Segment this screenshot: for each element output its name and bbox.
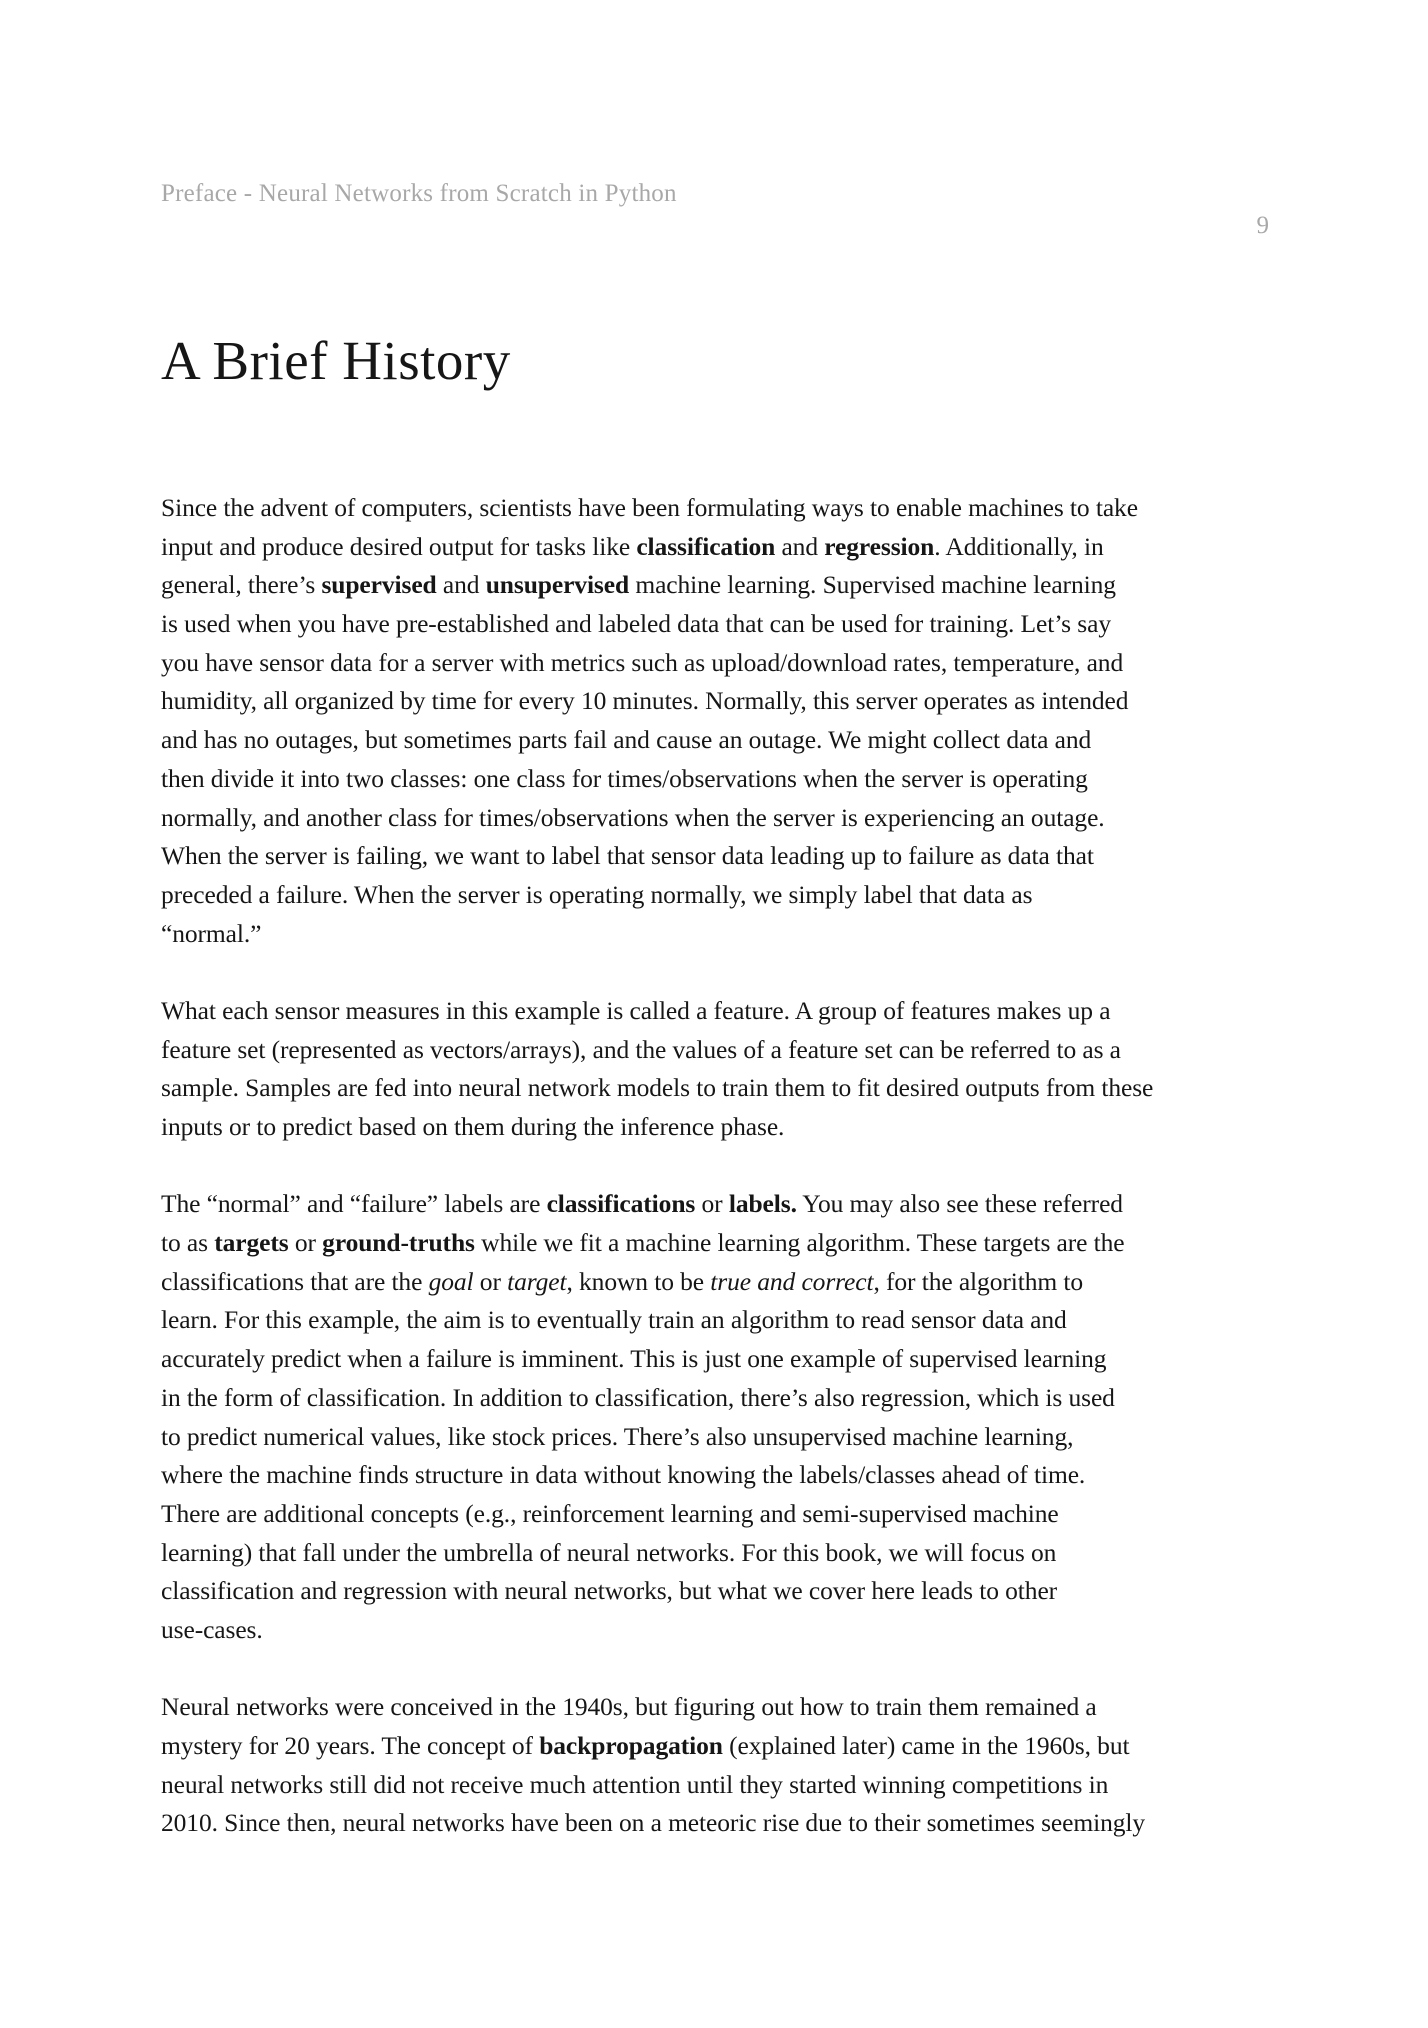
text-run: and <box>436 570 486 600</box>
text-line <box>161 1031 1153 1070</box>
page-number: 9 <box>1256 212 1269 239</box>
text-run: to as <box>161 1228 215 1258</box>
text-run: learning) that fall under the umbrella of neural networks. For this book, we will focus on <box>161 1537 1057 1567</box>
bold-term: ground-truths <box>322 1228 475 1258</box>
text-line <box>161 760 1153 799</box>
text-run: You may also see these referred <box>796 1189 1123 1219</box>
bold-term: supervised <box>321 570 437 600</box>
text-line <box>161 915 1153 954</box>
text-run: you have sensor data for a server with metrics such as upload/download rates, temperature, and <box>161 647 1124 677</box>
paragraph <box>161 1185 1153 1649</box>
text-run: mystery for 20 years. The concept of <box>161 1731 540 1760</box>
text-line <box>161 1224 1153 1263</box>
bold-term: backpropagation <box>539 1731 723 1760</box>
text-line <box>161 566 1153 605</box>
text-run: Neural networks were conceived in the 1940s, but figuring out how to train them remained a <box>161 1692 1097 1722</box>
text-line <box>161 1611 1153 1650</box>
paragraph <box>161 1688 1153 1843</box>
text-line <box>161 1804 1153 1843</box>
text-run: and <box>775 531 825 561</box>
text-line <box>161 1456 1153 1495</box>
bold-term: unsupervised <box>485 570 630 600</box>
text-line <box>161 799 1153 838</box>
text-run: feature set (represented as vectors/arrays), and the values of a feature set can be referred to as a <box>161 1034 1121 1064</box>
bold-term: labels. <box>728 1189 797 1219</box>
text-run: then divide it into two classes: one class for times/observations when the server is operating <box>161 763 1088 793</box>
text-line <box>161 1185 1153 1224</box>
text-line <box>161 682 1153 721</box>
text-run: The “normal” and “failure” labels are <box>161 1189 547 1219</box>
chapter-title: A Brief History <box>161 330 511 391</box>
text-run: (explained later) came in the 1960s, but <box>722 1731 1130 1760</box>
text-run: or <box>288 1228 323 1258</box>
text-line <box>161 1766 1153 1805</box>
text-run: , for the algorithm to <box>873 1266 1083 1296</box>
text-line <box>161 721 1153 760</box>
text-run: input and produce desired output for tasks like <box>161 531 637 561</box>
text-line <box>161 1108 1153 1147</box>
text-run: classifications that are the <box>161 1266 429 1296</box>
text-line <box>161 1495 1153 1534</box>
italic-term: target <box>507 1266 567 1296</box>
text-run: normally, and another class for times/observations when the server is experiencing an outage. <box>161 802 1105 832</box>
text-run: neural networks still did not receive much attention until they started winning competitions in <box>161 1769 1109 1799</box>
paragraph <box>161 489 1153 953</box>
text-line <box>161 528 1153 567</box>
text-line <box>161 489 1153 528</box>
text-run: humidity, all organized by time for every 10 minutes. Normally, this server operates as intended <box>161 686 1129 716</box>
text-line <box>161 837 1153 876</box>
text-line <box>161 1572 1153 1611</box>
text-run: learn. For this example, the aim is to eventually train an algorithm to read sensor data and <box>161 1305 1067 1335</box>
text-line <box>161 1379 1153 1418</box>
bold-term: regression <box>824 531 935 561</box>
bold-term: targets <box>214 1228 289 1258</box>
text-run: . Additionally, in <box>934 531 1104 561</box>
text-line <box>161 1340 1153 1379</box>
text-run: use-cases. <box>161 1614 263 1644</box>
text-run: or <box>473 1266 508 1296</box>
paragraph <box>161 992 1153 1147</box>
text-run: in the form of classification. In addition to classification, there’s also regression, which is used <box>161 1382 1115 1412</box>
text-run: What each sensor measures in this example is called a feature. A group of features makes up a <box>161 995 1111 1025</box>
text-run: is used when you have pre-established and labeled data that can be used for training. Let’s say <box>161 609 1111 639</box>
text-line <box>161 1534 1153 1573</box>
text-run: 2010. Since then, neural networks have been on a meteoric rise due to their sometimes seemingly <box>161 1808 1146 1838</box>
text-line <box>161 1688 1153 1727</box>
text-run: inputs or to predict based on them during the inference phase. <box>161 1112 785 1141</box>
text-line <box>161 605 1153 644</box>
text-run: Since the advent of computers, scientists have been formulating ways to enable machines to take <box>161 493 1138 522</box>
text-run: and has no outages, but sometimes parts fail and cause an outage. We might collect data and <box>161 725 1092 755</box>
italic-term: goal <box>428 1266 474 1296</box>
text-line <box>161 1069 1153 1108</box>
text-line <box>161 992 1153 1031</box>
text-run: accurately predict when a failure is imminent. This is just one example of supervised learning <box>161 1344 1107 1374</box>
text-line <box>161 876 1153 915</box>
text-run: “normal.” <box>161 918 262 948</box>
italic-term: true and correct <box>710 1266 874 1296</box>
text-run: There are additional concepts (e.g., reinforcement learning and semi-supervised machine <box>161 1498 1059 1528</box>
text-line <box>161 644 1153 683</box>
text-run: When the server is failing, we want to label that sensor data leading up to failure as data that <box>161 841 1094 871</box>
bold-term: classifications <box>546 1189 696 1219</box>
text-run: , known to be <box>566 1266 711 1296</box>
text-run: to predict numerical values, like stock prices. There’s also unsupervised machine learning, <box>161 1421 1074 1451</box>
text-line <box>161 1418 1153 1457</box>
text-line <box>161 1263 1153 1302</box>
text-run: sample. Samples are fed into neural network models to train them to fit desired outputs from these <box>161 1073 1154 1103</box>
text-run: while we fit a machine learning algorithm. These targets are the <box>474 1228 1125 1258</box>
body-text <box>161 489 1153 1843</box>
text-run: classification and regression with neural networks, but what we cover here leads to other <box>161 1576 1058 1606</box>
text-run: preceded a failure. When the server is operating normally, we simply label that data as <box>161 879 1033 909</box>
text-run: where the machine finds structure in data without knowing the labels/classes ahead of time. <box>161 1460 1086 1490</box>
text-line <box>161 1301 1153 1340</box>
text-run: machine learning. Supervised machine learning <box>629 570 1116 600</box>
text-line <box>161 1727 1153 1766</box>
bold-term: classification <box>636 531 776 561</box>
running-header: Preface - Neural Networks from Scratch in Python <box>161 180 677 207</box>
text-run: general, there’s <box>161 570 322 600</box>
text-run: or <box>695 1189 729 1219</box>
